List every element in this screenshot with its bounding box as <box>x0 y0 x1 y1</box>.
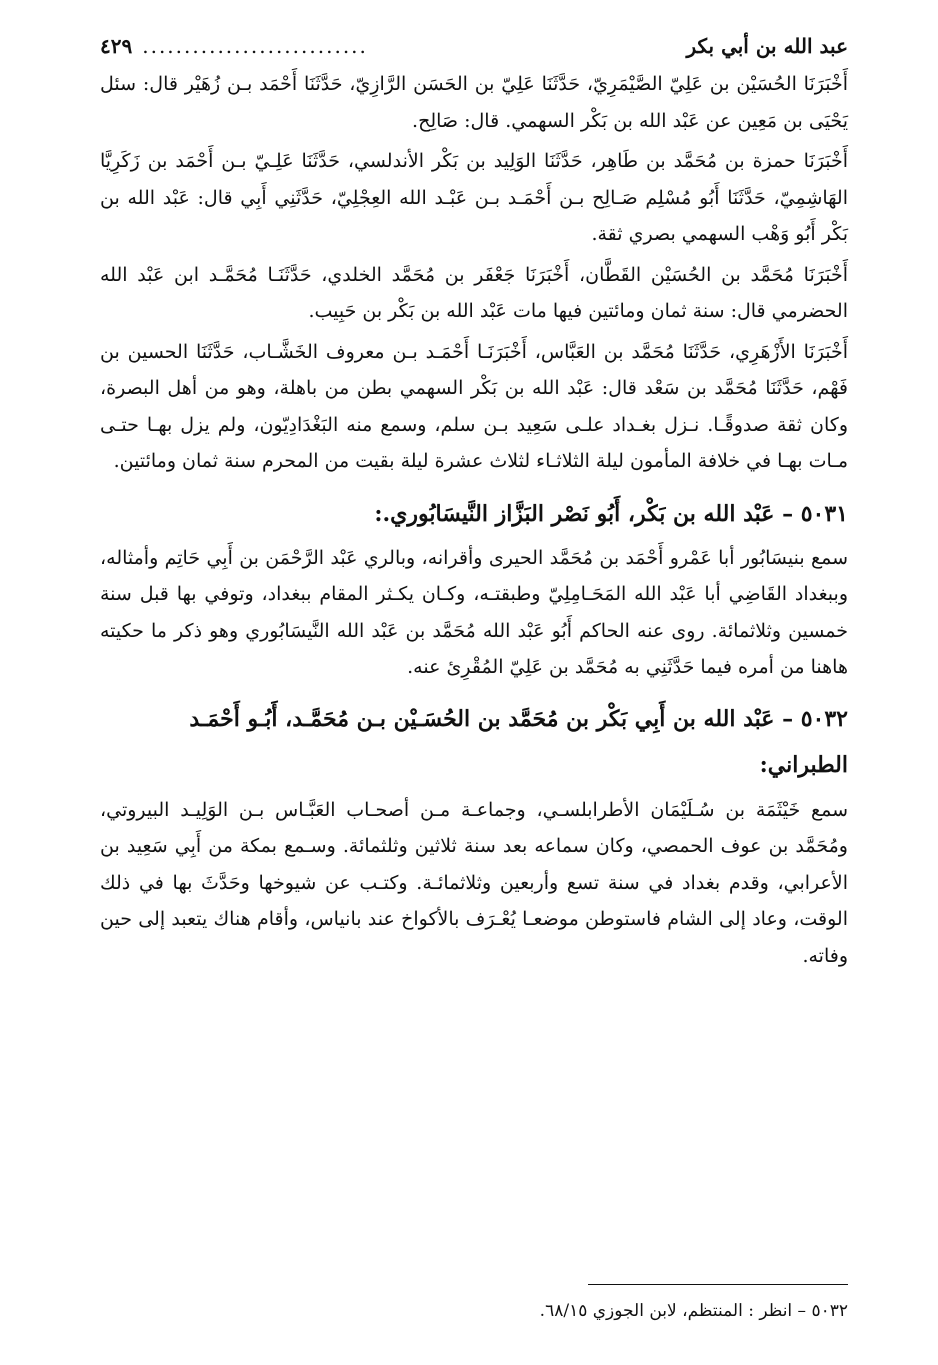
entry-heading-5031: ٥٠٣١ – عَبْد الله بن بَكْر، أَبُو نَصْر البَزَّاز النَّيسَابُوري.: <box>374 500 848 527</box>
running-head-dots: ........................... <box>142 34 368 58</box>
running-head-title: عبد الله بن أبي بكر <box>686 34 848 58</box>
entry-body-5032: سمع خَيْثَمَة بن سُـلَيْمَان الأطرابلسـي، وجماعـة مـن أصحـاب العَبَّـاس بـن الوَلِيـد البيروتي، ومُحَمَّد بن عوف الحمصي، وكان سماعه بعد سنة ثلاثين وثلثمائة. وسـمع بمكة من أَبِي سَعِيد بن الأعرابي، وقدم بغداد في سنة تسع وأربعين وثلاثمائـة. وكتـب عن شيوخها وحَدَّثَ بها في ذلك الوقت، وعاد إلى الشام فاستوطن موضعـا يُعْـرَف بالأكواخ عند بانياس، وأقام هناك يتعبد إلى حين وفاته. <box>100 798 848 967</box>
book-page <box>100 28 848 1338</box>
paragraph-isnad-4: أَخْبَرَنَا الأَزْهَرِي، حَدَّثَنَا مُحَمَّد بن العَبَّاس، أَخْبَرَنَـا أَحْمَـد بـن معروف الخَشَّـاب، حَدَّثَنَا الحسين بن فَهْم، حَدَّثَنَا مُحَمَّد بن سَعْد قال: عَبْد الله بن بَكْر السهمي بطن من باهلة، وهو من أهل البصرة، وكان ثقة صدوقًـا. نـزل بغـداد علـى سَعِيد بـن سلم، وسمع منه البَغْدَادِيّون، ولم يزل بهـا حتـى مـات بهـا في خلافة المأمون ليلة الثلاثـاء لثلاث عشرة ليلة بقيت من المحرم سنة ثمان ومائتين. <box>100 340 849 472</box>
paragraph-isnad-3: أَخْبَرَنَا مُحَمَّد بن الحُسَيْن القَطَّان، أَخْبَرَنَا جَعْفَر بن مُحَمَّد الخلدي، حَدَّثَنَـا مُحَمَّـد ابن عَبْد الله الحضرمي قال: سنة ثمان ومائتين فيها مات عَبْد الله بن بَكْر بن حَبِيب. <box>100 263 848 322</box>
entry-heading-5032: ٥٠٣٢ – عَبْد الله بن أَبِي بَكْر بن مُحَمَّد بن الحُسَـيْن بـن مُحَمَّـد، أَبُـو أَحْمَـد الطبراني: <box>189 705 848 778</box>
paragraph-isnad-1: أَخْبَرَنَا الحُسَيْن بن عَلِيّ الصَّيْمَرِيّ، حَدَّثَنَا عَلِيّ بن الحَسَن الرَّازِيّ، حَدَّثَنَا أَحْمَد بـن زُهَيْر قال: سئل يَحْيَى بن مَعِين عن عَبْد الله بن بَكْر السهمي. قال: صَالِح. <box>100 73 848 132</box>
running-head <box>100 28 848 66</box>
paragraph-isnad-2: أَخْبَرَنَا حمزة بن مُحَمَّد بن طَاهِر، حَدَّثَنَا الوَلِيد بن بَكْر الأندلسي، حَدَّثَنَا عَلِـيّ بـن أَحْمَد بن زَكَرِيَّا الهَاشِمِيّ، حَدَّثَنَا أَبُو مُسْلِم صَـالِح بـن أَحْمَـد بـن عَبْـد الله العِجْلِيّ، حَدَّثَنِي أَبِي قال: عَبْد الله بن بَكْر أَبُو وَهْب السهمي بصري ثقة. <box>100 150 848 245</box>
page-number: ٤٢٩ <box>100 34 133 58</box>
entry-body-5031: سمع بنيسَابُور أبا عَمْرو أَحْمَد بن مُحَمَّد الحيرى وأقرانه، وبالري عَبْد الرَّحْمَن بن أَبِي حَاتِم وأمثاله، وببغداد القَاضِي أبا عَبْد الله المَحَـامِلِيّ وطبقتـه، وكـان يكـثر المقام ببغداد، وتوفي بها قبل سنة خمسين وثلاثمائة. روى عنه الحاكم أَبُو عَبْد الله مُحَمَّد بن عَبْد الله النَّيسَابُوري وهو ذكر ما حكيته هاهنا من أمره فيما حَدَّثَنِي به مُحَمَّد بن عَلِيّ المُقْرِئ عنه. <box>100 546 848 678</box>
footnote-divider <box>588 1284 848 1285</box>
footnote-5032: ٥٠٣٢ – انظر : المنتظم، لابن الجوزي ٦٨/١٥. <box>539 1301 848 1321</box>
